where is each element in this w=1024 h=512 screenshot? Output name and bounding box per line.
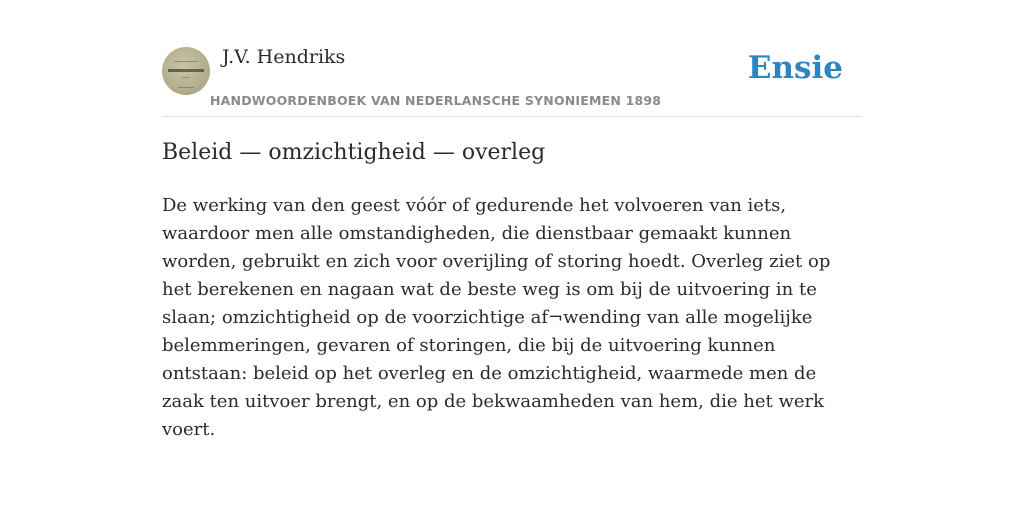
- cover-line: [174, 61, 198, 62]
- author-name[interactable]: J.V. Hendriks: [222, 46, 346, 68]
- source-title[interactable]: HANDWOORDENBOEK VAN NEDERLANSCHE SYNONIEMEN 1898: [210, 93, 662, 108]
- cover-line: [182, 77, 190, 78]
- entry-title: Beleid — omzichtigheid — overleg: [162, 140, 546, 165]
- entry-card: [162, 0, 862, 440]
- brand-logo[interactable]: Ensie: [747, 50, 843, 86]
- cover-line: [178, 87, 194, 88]
- cover-line: [168, 69, 204, 72]
- book-cover-avatar[interactable]: [162, 47, 210, 95]
- entry-body: De werking van den geest vóór of gedurende het volvoeren van iets, waardoor men alle omstandigheden, die dienstbaar gemaakt kunnen worden, gebruikt en zich voor overijling of storing hoedt. Overleg ziet op het berekenen en nagaan wat de beste weg is om bij de uitvoering in te slaan; omzichtigheid op de voorzichtige af¬wending van alle mogelijke belemmeringen, gevaren of storingen, die bij de uitvoering kunnen ontstaan: beleid op het overleg en de omzichtigheid, waarmede men de zaak ten uitvoer brengt, en op de bekwaamheden van hem, die het werk voert.: [162, 195, 831, 440]
- entry-header: [162, 0, 862, 117]
